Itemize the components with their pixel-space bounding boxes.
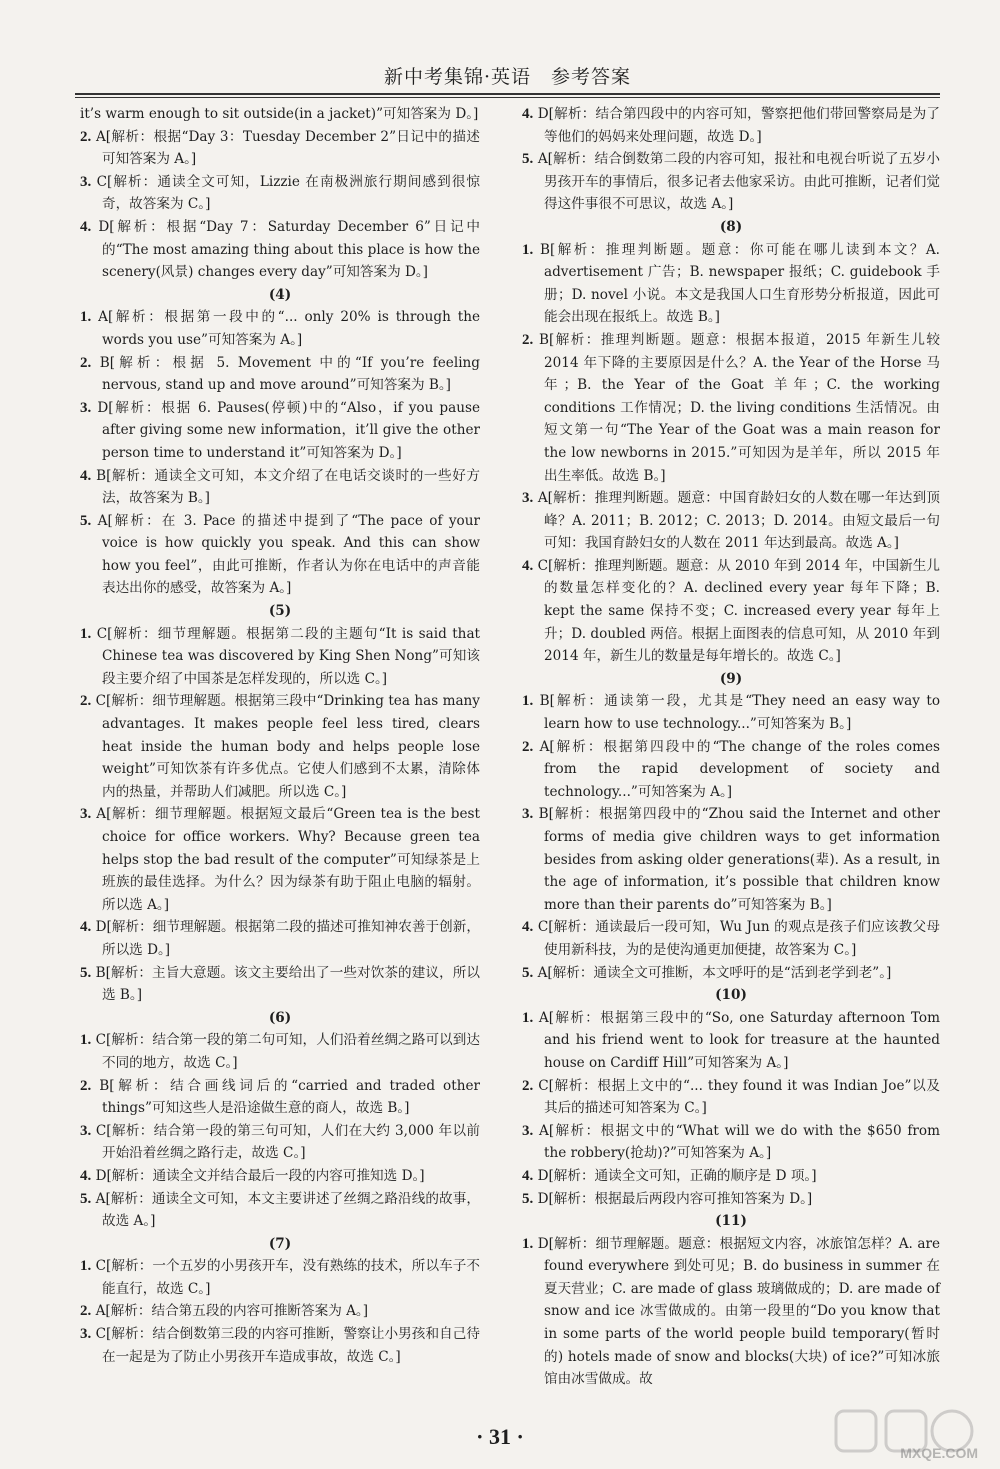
answer-text: A[解析：根据第四段中的“The change of the roles comes from the rapid development of society and technology...”可知答案为 A。] [539,738,940,800]
answer-number: 1. [80,625,92,642]
answer-item [80,623,480,691]
answer-number: 1. [80,1258,92,1275]
answer-text: A[解析：结合倒数第二段的内容可知，报社和电视台听说了五岁小男孩开车的事情后，很多记者去他家采访。由此可推断，记者们觉得这件事很不可思议，故选 A。] [537,151,940,213]
answer-item [80,1255,480,1300]
section-7-items [80,1255,480,1368]
answer-number: 3. [80,1122,92,1139]
answer-item [522,148,940,216]
answer-item [522,329,940,487]
answer-number: 1. [522,1235,534,1252]
left-column [80,103,480,1368]
answer-text: B[解析：结合画线词后的“carried and traded other things”可知这些人是沿途做生意的商人，故选 B。] [99,1077,480,1117]
answer-text: A[解析：结合第五段的内容可推断答案为 A。] [95,1303,369,1320]
answer-number: 3. [80,1326,92,1343]
answer-item [522,690,940,735]
answer-item [522,1188,940,1211]
page-number: · 31 · [476,1424,524,1449]
answer-number: 3. [522,490,534,507]
answer-number: 2. [522,331,534,348]
section-title-5: (5) [268,603,292,620]
section-title-4: (4) [268,286,292,303]
answer-number: 4. [80,218,92,235]
answer-number: 2. [522,738,534,755]
answer-number: 1. [80,1032,92,1049]
answer-text: C[解析：通读全文可知，Lizzie 在南极洲旅行期间感到很惊奇，故答案为 C。] [96,173,480,213]
answer-item [522,1007,940,1075]
answer-text: A[解析：根据第三段中的“So, one Saturday afternoon Tom and his friend went to look for treasure at the haunted house on Cardiff Hill”可知答案为 A。] [538,1009,940,1071]
answer-text: A[解析：根据文中的“What will we do with the $650 from the robbery(抢劫)?”可知答案为 A。] [539,1122,940,1162]
answer-text: B[解析：根据第四段中的“Zhou said the Internet and other forms of media give children ways to get information besides from asking older generations(辈). As a result, in the age of information, it’s possible that children know more than their parents do”可知答案为 B。] [538,806,941,913]
answer-item [522,487,940,555]
answer-item [80,1075,480,1120]
answer-item [522,1075,940,1120]
answer-number: 5. [80,512,92,529]
answer-text: C[解析：结合第一段的第二句可知，人们沿着丝绸之路可以到达不同的地方，故选 C。] [95,1032,481,1071]
answer-text: A[解析：细节理解题。根据短文最后“Green tea is the best choice for office workers. Why? Because green tea helps stop the bad result of the computer”可知绿茶是上班族的最佳选择。为什么？因为绿茶有助于阻止电脑的辐射。所以选 A。] [96,806,480,913]
section-9-items [522,690,940,984]
answer-text: D[解析：细节理解题。根据第二段的描述可推知神农善于创新，所以选 D。] [95,919,481,958]
answer-text: A[解析：根据第一段中的“... only 20% is through the words you use”可知答案为 A。] [98,309,480,348]
answer-item [522,803,940,916]
answer-number: 3. [522,806,534,823]
answer-item [80,306,480,351]
answer-text: D[解析：细节理解题。题意：根据短文内容，冰旅馆怎样？A. are found everywhere 到处可见；B. do business in summer 在夏天营业；C. are made of glass 玻璃做成的；D. are made of snow and ice 冰雪做成的。由第一段里的“Do you know that in some parts of the world people build temporary(暂时的) hotels made of snow and blocks(大块) of ice?”可知冰旅馆由冰雪做成。故 [537,1235,940,1388]
answer-text: A[解析：通读全文可推断，本文呼吁的是“活到老学到老”。] [537,964,892,981]
answer-item [80,690,480,803]
answer-item [80,352,480,397]
answer-item [80,1188,480,1233]
answer-item [80,397,480,465]
answer-number: 2. [80,354,92,371]
answer-number: 4. [80,919,92,936]
answer-item [522,555,940,668]
answer-text: A[解析：推理判断题。题意：中国育龄妇女的人数在哪一年达到顶峰？A. 2011；B. 2012；C. 2013；D. 2014。由短文最后一句可知：我国育龄妇女的人数在 2011 年达到最高。故选 A。] [537,490,940,552]
answer-number: 3. [80,399,92,416]
answer-item [522,962,940,985]
answer-number: 2. [522,1077,534,1094]
answer-number: 5. [80,964,92,981]
answer-number: 4. [522,1167,534,1184]
answer-item [80,171,480,216]
answer-text: C[解析：推理判断题。题意：从 2010 年到 2014 年，中国新生儿的数量怎样变化的？A. declined every year 每年下降；B. kept the same 保持不变；C. increased every year 每年上升；D. doubled 两倍。根据上面图表的信息可知，从 2010 年到 2014 年，新生儿的数量是每年增长的。故选 C。] [537,557,940,665]
answer-item [80,216,480,284]
answer-text: D[解析：根据最后两段内容可推知答案为 D。] [537,1190,813,1207]
answer-number: 3. [80,806,92,823]
answer-number: 5. [522,1190,534,1207]
answer-text: B[解析：根据 5. Movement 中的“If you’re feeling nervous, stand up and move around”可知答案为 B。] [99,354,480,394]
answer-number: 3. [80,173,92,190]
answer-item [80,916,480,961]
answer-number: 4. [522,919,534,936]
answer-item [522,1120,940,1165]
answer-item [522,1233,940,1391]
answer-text: C[解析：细节理解题。根据第二段的主题句“It is said that Chinese tea was discovered by King Shen Nong”可知该段主要介绍了中国茶是怎样发现的，所以选 C。] [96,625,481,687]
answer-item [522,103,940,148]
section-title-6: (6) [268,1009,292,1026]
answer-item [80,126,480,171]
answer-number: 1. [80,309,92,326]
answer-text: C[解析：根据上文中的“... they found it was Indian Joe”以及其后的描述可知答案为 C。] [538,1077,940,1117]
answer-item [522,239,940,329]
answer-text: C[解析：结合第一段的第三句可知，人们在大约 3,000 年以前开始沿着丝绸之路行走，故选 C。] [95,1122,480,1162]
answer-number: 5. [522,964,534,981]
answer-text: A[解析：通读全文可知，本文主要讲述了丝绸之路沿线的故事，故选 A。] [95,1190,480,1230]
answer-item [80,1120,480,1165]
answer-text: D[解析：通读全文可知，正确的顺序是 D 项。] [537,1167,817,1184]
answer-number: 5. [80,1190,92,1207]
answer-text: C[解析：通读最后一段可知，Wu Jun 的观点是孩子们应该教父母使用新科技，为的是使沟通更加便捷，故答案为 C。] [537,919,940,958]
section-title-11: (11) [715,1213,747,1230]
answer-text: D[解析：根据 6. Pauses(停顿)中的“Also，if you pause after giving some new information，it’ll give the other person time to understand it”可知答案为 D。] [97,399,481,461]
answer-number: 4. [522,106,534,122]
right-column [522,103,940,1391]
answer-item [80,1300,480,1323]
section-title-9: (9) [719,670,743,687]
answer-item [80,1165,480,1188]
answer-text: B[解析：主旨大意题。该文主要给出了一些对饮茶的建议，所以选 B。] [95,964,480,1004]
answer-text: B[解析：通读第一段，尤其是“They need an easy way to learn how to use technology...”可知答案为 B。] [539,693,941,733]
answer-number: 3. [522,1122,534,1139]
answer-item [80,465,480,510]
page-header: 新中考集锦·英语 参考答案 [383,66,632,88]
answer-item [80,1029,480,1074]
answer-text: B[解析：推理判断题。题意：你可能在哪儿读到本文？A. advertisement 广告；B. newspaper 报纸；C. guidebook 手册；D. novel 小说。本文是我国人口生育形势分析报道，因此可能会出现在报纸上。故选 B。] [539,241,940,326]
section-8-items [522,239,940,668]
answer-number: 2. [80,1077,92,1094]
answer-text: D[解析：根据“Day 7：Saturday December 6”日记中的“The most amazing thing about this place is how the scenery(风景) changes every day”可知答案为 D。] [98,218,480,281]
section-7-continued-items [522,103,940,216]
answer-number: 1. [522,1009,534,1026]
answer-text: C[解析：结合倒数第三段的内容可推断，警察让小男孩和自己待在一起是为了防止小男孩开车造成事故，故选 C。] [95,1326,481,1365]
answer-text: C[解析：细节理解题。根据第三段中“Drinking tea has many advantages. It makes people feel less tired, clears heat inside the human body and helps people lose weight”可知饮茶有许多优点。它使人们感到不太累，清除体内的热量，并帮助人们减肥。所以选 C。] [95,693,480,800]
answer-text: D[解析：通读全文并结合最后一段的内容可推知选 D。] [95,1167,425,1184]
answer-text: B[解析：通读全文可知，本文介绍了在电话交谈时的一些好方法，故答案为 B。] [96,467,480,507]
answer-number: 4. [522,557,534,574]
answer-number: 1. [522,693,534,710]
answer-text: D[解析：结合第四段中的内容可知，警察把他们带回警察局是为了等他们的妈妈来处理问题，故选 D。] [537,106,940,145]
answer-number: 4. [80,1167,92,1184]
answer-number: 5. [522,151,534,168]
section-3-items [80,126,480,284]
header-rule [75,93,940,98]
answer-item [80,510,480,600]
section-title-10: (10) [715,987,747,1004]
section-11-items [522,1233,940,1391]
answer-text: A[解析：根据“Day 3：Tuesday December 2”日记中的描述可知答案为 A。] [95,128,480,168]
answer-item [522,916,940,961]
answer-number: 2. [80,693,92,710]
answer-item [522,736,940,804]
continued-text: it’s warm enough to sit outside(in a jacket)”可知答案为 D。] [80,106,479,122]
section-5-items [80,623,480,1007]
watermark-text: MXQE.COM [900,1445,978,1461]
answer-text: C[解析：一个五岁的小男孩开车，没有熟练的技术，所以车子不能直行，故选 C。] [95,1258,481,1297]
answer-number: 4. [80,467,92,484]
answer-text: A[解析：在 3. Pace 的描述中提到了“The pace of your voice is how quickly you speak. And this can show how you feel”，由此可推断，作者认为你在电话中的声音能表达出你的感受，故答案为 A。] [97,512,480,597]
section-10-items [522,1007,940,1210]
answer-item [80,962,480,1007]
answer-number: 2. [80,1303,92,1320]
answer-item [80,1323,480,1368]
answer-item [522,1165,940,1188]
answer-item [80,803,480,916]
section-title-7: (7) [268,1235,292,1252]
section-4-items [80,306,480,600]
answer-number: 2. [80,128,92,145]
answer-number: 1. [522,241,534,258]
section-6-items [80,1029,480,1232]
answer-text: B[解析：推理判断题。题意：根据本报道，2015 年新生儿较 2014 年下降的主要原因是什么？A. the Year of the Horse 马年；B. the Year of the Goat 羊年；C. the working conditions 工作情况；D. the living conditions 生活情况。由短文第一句“The Year of the Goat was a main reason for the low newborns in 2015.”可知因为是羊年，所以 2015 年出生率低。故选 B。] [539,331,940,484]
section-title-8: (8) [719,218,743,235]
